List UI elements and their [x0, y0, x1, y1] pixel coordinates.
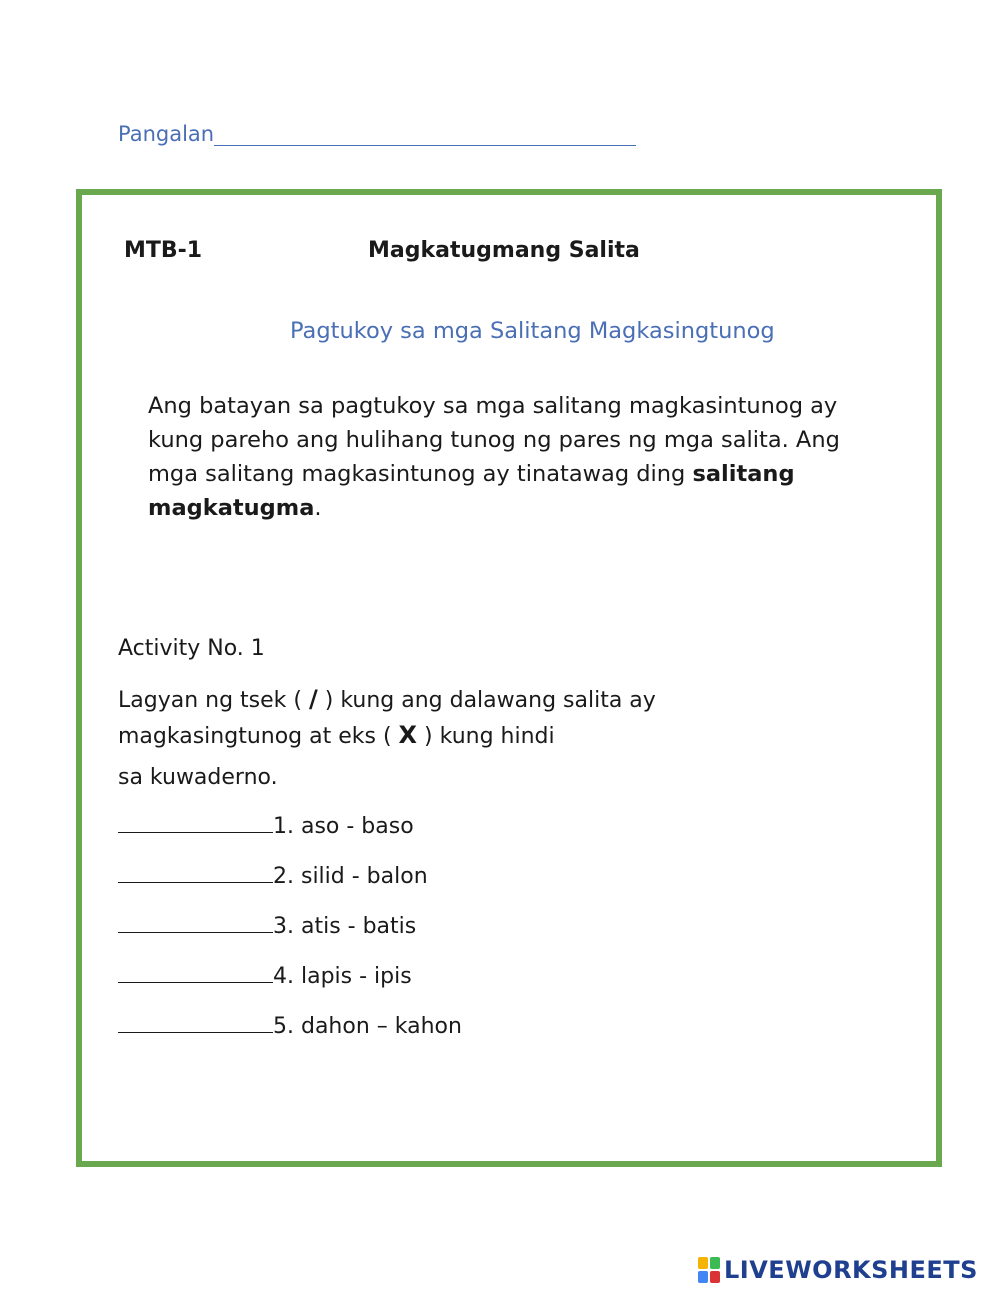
list-item	[118, 962, 462, 1012]
lesson-paragraph	[148, 389, 868, 525]
instruction-part-c: ) kung hindi	[417, 724, 555, 749]
paragraph-end: .	[314, 495, 322, 521]
item-text: 5. dahon – kahon	[273, 1014, 462, 1039]
name-label: Pangalan	[118, 122, 215, 146]
activity-instruction	[118, 682, 818, 754]
answer-blank-4[interactable]	[118, 962, 273, 983]
answer-blank-1[interactable]	[118, 812, 273, 833]
activity-title: Activity No. 1	[118, 636, 265, 661]
answer-blank-2[interactable]	[118, 862, 273, 883]
answer-blank-3[interactable]	[118, 912, 273, 933]
item-text: 3. atis - batis	[273, 914, 417, 939]
worksheet-subtitle: Pagtukoy sa mga Salitang Magkasingtunog	[290, 318, 775, 344]
subject-code: MTB-1	[124, 238, 203, 263]
liveworksheets-logo-icon	[698, 1257, 720, 1283]
activity-items	[118, 812, 462, 1062]
list-item	[118, 862, 462, 912]
list-item	[118, 912, 462, 962]
item-text: 2. silid - balon	[273, 864, 428, 889]
paragraph-text: Ang batayan sa pagtukoy sa mga salitang magkasintunog ay kung pareho ang hulihang tunog ng pares ng mga salita. Ang mga salitang magkasintunog ay tinatawag ding	[148, 393, 840, 487]
name-field-line	[118, 122, 636, 146]
instruction-part-b: ) kung ang dalawang salita ay magkasingtunog at eks (	[118, 688, 656, 749]
worksheet-title: Magkatugmang Salita	[368, 238, 640, 263]
liveworksheets-logo	[698, 1256, 978, 1284]
instruction-part-a: Lagyan ng tsek (	[118, 688, 309, 713]
item-text: 4. lapis - ipis	[273, 964, 412, 989]
answer-blank-5[interactable]	[118, 1012, 273, 1033]
logo-text: LIVEWORKSHEETS	[724, 1256, 978, 1284]
item-text: 1. aso - baso	[273, 814, 414, 839]
paragraph-bold-term: salitang magkatugma	[148, 461, 795, 521]
list-item	[118, 812, 462, 862]
list-item	[118, 1012, 462, 1062]
x-symbol: X	[398, 721, 418, 749]
check-symbol: /	[308, 685, 318, 713]
instruction-line-2: sa kuwaderno.	[118, 765, 278, 790]
name-blank[interactable]	[214, 123, 636, 146]
